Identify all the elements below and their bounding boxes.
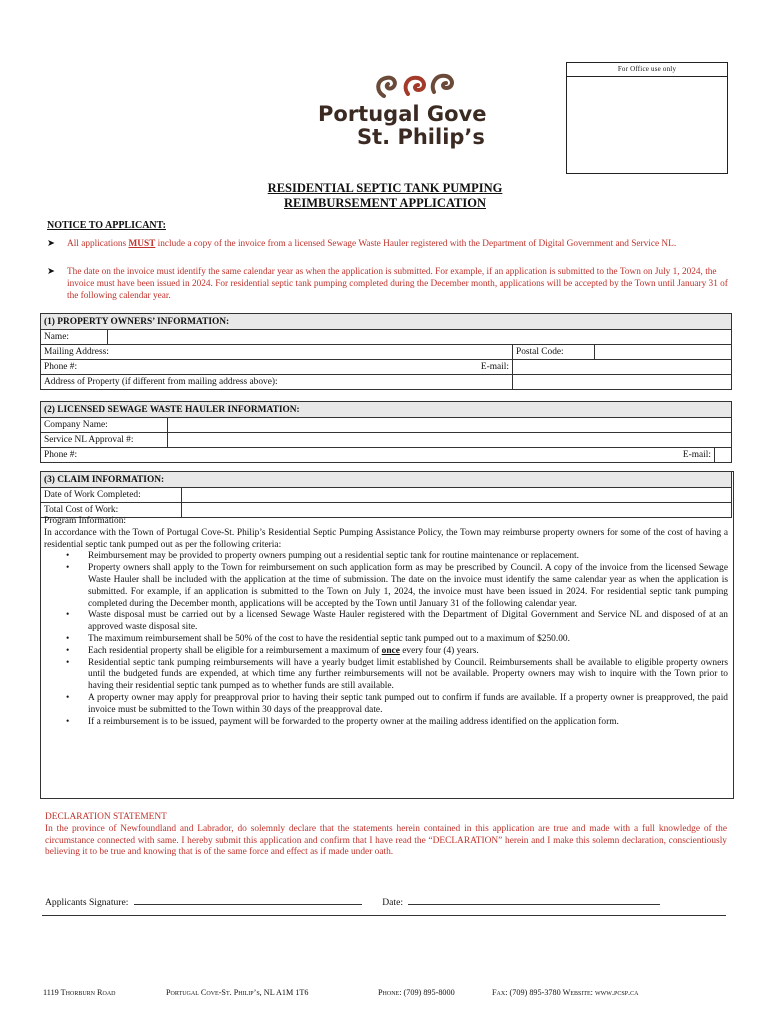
date-work-label: Date of Work Completed: (41, 488, 182, 503)
form-title-line2: REIMBURSEMENT APPLICATION (284, 196, 486, 210)
town-logo (316, 68, 486, 158)
owner-phone-label: Phone #: (44, 362, 78, 372)
form-title-line1: RESIDENTIAL SEPTIC TANK PUMPING (267, 181, 503, 195)
criteria-item: • A property owner may apply for preapproval prior to having their septic tank pumped out to confirm if funds are available. If a property owner is preapproved, the paid invoice must be submitted to the Town within 30 days of the preapproval date. (88, 693, 728, 717)
notice-header: NOTICE TO APPLICANT: (47, 220, 166, 231)
criteria-5-once: once (381, 645, 400, 656)
property-address-field[interactable] (513, 375, 732, 390)
criteria-item: • The maximum reimbursement shall be 50% of the cost to have the residential septic tank pumped out to a maximum of $250.00. (88, 634, 728, 646)
owner-email-field[interactable] (513, 360, 732, 375)
claim-table (40, 471, 732, 518)
property-owner-table (40, 313, 732, 390)
footer-phone: Phone: (709) 895-8000 (378, 988, 455, 997)
section1-header: (1) PROPERTY OWNERS’ INFORMATION: (41, 314, 732, 330)
declaration-text: In the province of Newfoundland and Labrador, do solemnly declare that the statements herein contained in this application are true and made with a full knowledge of the circumstance connected with same. I hereby submit this application and confirm that I have read the “DECLARATION” herein and I make this solemn declaration, conscientiously believing it to be true and knowing that is of the same force and effect as if made under oath. (45, 823, 727, 858)
signature-row (45, 895, 660, 908)
postal-code-label: Postal Code: (513, 345, 595, 360)
signature-label: Applicants Signature: (45, 897, 129, 908)
footer-address: 1119 Thorburn Road (43, 988, 116, 997)
date-line[interactable] (408, 895, 660, 905)
property-address-label: Address of Property (if different from mailing address above): (41, 375, 513, 390)
criteria-item: • Waste disposal must be carried out by a licensed Sewage Waste Hauler registered with the Department of Digital Government and Service NL and disposed of at an approved waste disposal site. (88, 610, 728, 634)
criteria-5-post: every four (4) years. (399, 645, 479, 656)
notice-must: MUST (128, 239, 156, 249)
mailing-address-field[interactable] (41, 345, 513, 360)
owner-phone-field[interactable] (41, 360, 513, 375)
arrow-bullet-icon: ➤ (47, 239, 55, 249)
office-use-box (566, 62, 728, 174)
mailing-address-label: Mailing Address: (44, 347, 109, 357)
criteria-item: • Residential septic tank pumping reimbursements will have a yearly budget limit established by Council. Reimbursements shall be available to eligible property owners until the budgeted funds are expended, at which time any further reimbursements will not be available. Property owners may wish to inquire with the Town prior to having their residential septic tank pumped as to whether funds are still available. (88, 658, 728, 693)
program-information (44, 516, 728, 728)
criteria-item: • Property owners shall apply to the Town for reimbursement on such application form as may be prescribed by Council. A copy of the invoice from the licensed Sewage Waste Hauler shall be included with the application at the time of submission. The date on the invoice must identify the same calendar year as when the application is submitted. For example, if an application is submitted to the Town on July 1, 2024, the invoice must have been issued in 2024. For residential septic tank pumping completed during the December month, applications will be accepted by the Town until January 31 of the following calendar year. (88, 563, 728, 610)
notice-item-1-pre: All applications (67, 239, 129, 249)
program-label: Program Information: (44, 516, 127, 526)
waste-hauler-table (40, 401, 732, 463)
name-field[interactable] (108, 330, 732, 345)
section2-header: (2) LICENSED SEWAGE WASTE HAULER INFORMATION: (41, 402, 732, 418)
date-work-field[interactable] (182, 488, 732, 503)
footer-town: Portugal Cove-St. Philip’s, NL A1M 1T6 (166, 988, 309, 997)
notice-item-2 (47, 266, 737, 302)
signature-line[interactable] (134, 895, 362, 905)
declaration-statement (45, 812, 727, 859)
hauler-email-field[interactable] (714, 448, 731, 463)
total-cost-label: Total Cost of Work: (41, 503, 182, 518)
office-use-label: For Office use only (567, 63, 727, 77)
company-name-field[interactable] (168, 418, 732, 433)
criteria-list (44, 551, 728, 728)
approval-number-field[interactable] (168, 433, 732, 448)
postal-code-field[interactable] (595, 345, 732, 360)
logo-text-line2: St. Philip’s (357, 125, 485, 149)
notice-item-2-text: The date on the invoice must identify the same calendar year as when the application is submitted. For example, if an application is submitted to the Town on July 1, 2024, the invoice must have been issued in 2024. For residential septic tank pumping completed during the December month, applications will be accepted by the Town until January 31 of the following calendar year. (67, 267, 728, 301)
swirl-logo-icon (374, 68, 464, 104)
criteria-item (88, 646, 728, 658)
footer-fax-website: Fax: (709) 895-3780 Website: www.pcsp.ca (492, 988, 639, 997)
approval-number-label: Service NL Approval #: (41, 433, 168, 448)
footer-divider (42, 915, 726, 916)
hauler-email-label: E-mail: (682, 450, 711, 460)
declaration-title: DECLARATION STATEMENT (45, 812, 167, 822)
criteria-item: • Reimbursement may be provided to property owners pumping out a residential septic tank for routine maintenance or replacement. (88, 551, 728, 563)
criteria-item: • If a reimbursement is to be issued, payment will be forwarded to the property owner at the mailing address identified on the application form. (88, 717, 728, 729)
criteria-5-pre: Each residential property shall be eligible for a reimbursement a maximum of (88, 645, 382, 656)
hauler-phone-label: Phone #: (44, 450, 78, 460)
hauler-phone-field[interactable] (41, 448, 715, 463)
logo-text-line1: Portugal Gove (318, 102, 487, 126)
notice-item-1-post: include a copy of the invoice from a licensed Sewage Waste Hauler registered with the Department of Digital Government and Service NL. (155, 239, 677, 249)
date-label: Date: (382, 897, 403, 908)
program-intro: In accordance with the Town of Portugal Cove-St. Philip’s Residential Septic Pumping Assistance Policy, the Town may reimburse property owners for some of the cost of having a residential septic tank pumped out as per the following criteria: (44, 527, 728, 550)
section3-header: (3) CLAIM INFORMATION: (41, 472, 732, 488)
notice-item-1 (47, 238, 737, 250)
arrow-bullet-icon: ➤ (47, 267, 55, 277)
name-label: Name: (41, 330, 108, 345)
company-name-label: Company Name: (41, 418, 168, 433)
owner-email-label: E-mail: (480, 362, 509, 372)
